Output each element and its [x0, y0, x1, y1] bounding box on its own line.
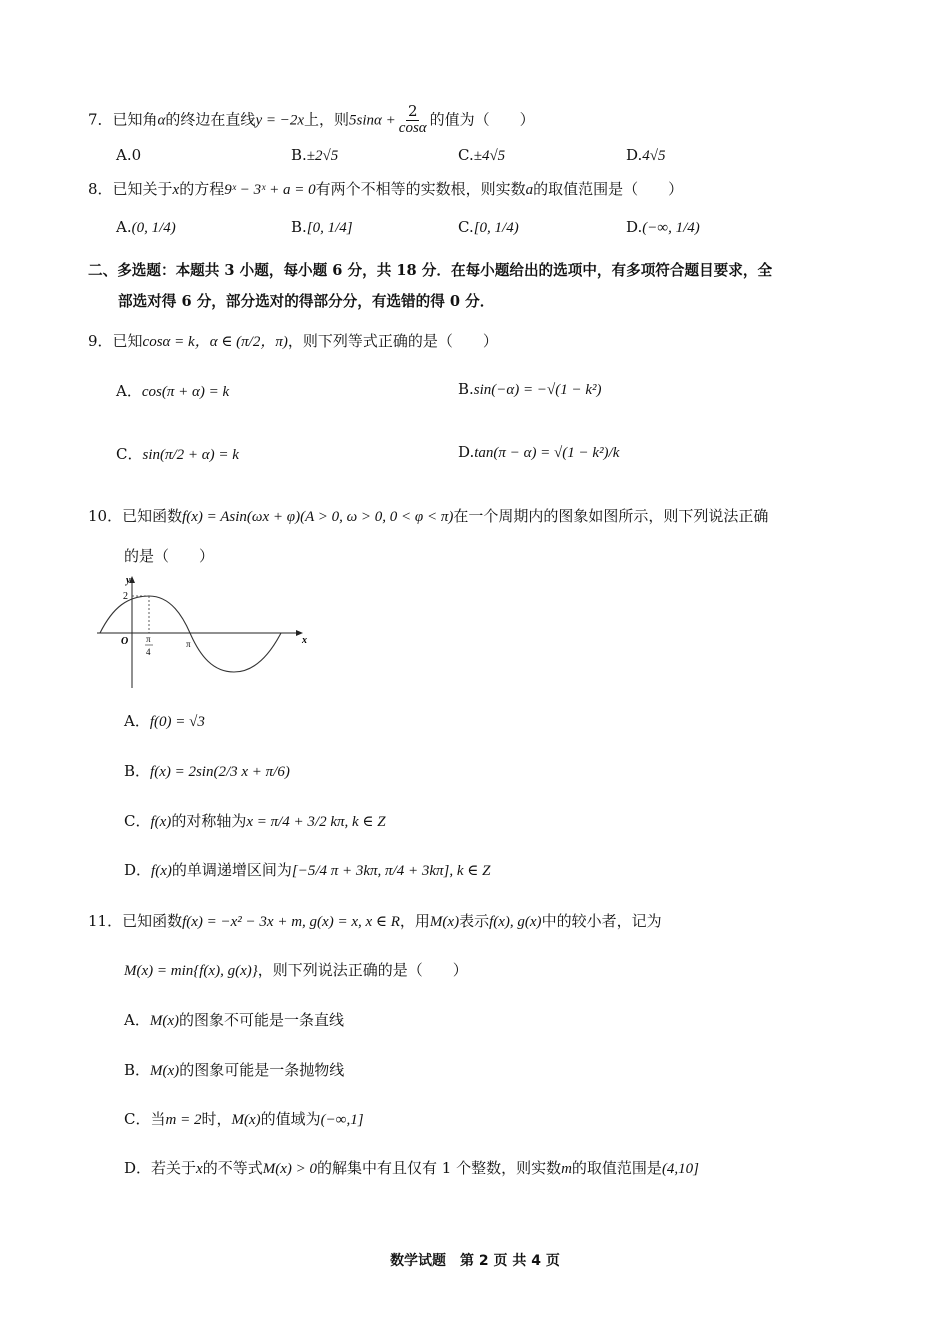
- q11-option-d: D．若关于x的不等式M(x) > 0的解集中有且仅有 1 个整数，则实数m的取值范围是(4,10]: [124, 1159, 700, 1177]
- q10-option-c: C．f(x)的对称轴为x = π/4 + 3/2 kπ, k ∈ Z: [124, 812, 386, 830]
- q7-option-d: D.4√5: [626, 146, 666, 164]
- q10-option-b: B．f(x) = 2sin(2/3 x + π/6): [124, 762, 290, 780]
- y-tick-label: 2: [123, 591, 128, 602]
- q9-stem: 9．已知cosα = k，α ∈ (π/2，π)，则下列等式正确的是（ ）: [88, 332, 498, 350]
- q11-stem-cont: M(x) = min{f(x), g(x)}，则下列说法正确的是（ ）: [124, 961, 468, 979]
- q7-option-a: A.0: [116, 146, 142, 164]
- q11-option-c: C．当m = 2时，M(x)的值域为(−∞,1]: [124, 1110, 364, 1128]
- q8-option-c: C.[0, 1/4): [458, 218, 519, 236]
- sine-curve: [100, 596, 281, 672]
- q11-stem: 11．已知函数f(x) = −x² − 3x + m, g(x) = x, x ∈ R，用M(x)表示f(x), g(x)中的较小者，记为: [88, 912, 662, 930]
- x-tick1-den: 4: [146, 647, 151, 657]
- x-tick1-num: π: [146, 634, 151, 644]
- q10-stem-cont: 的是（ ）: [124, 547, 215, 565]
- y-axis-label: y: [126, 575, 131, 586]
- q9-option-d: D.tan(π − α) = √(1 − k²)/k: [458, 443, 620, 461]
- q7-option-b: B.±2√5: [291, 146, 339, 164]
- section2-heading-line1: 二、多选题：本题共 3 小题，每小题 6 分，共 18 分．在每小题给出的选项中，有多项符合题目要求，全: [88, 262, 773, 279]
- section2-heading-line2: 部选对得 6 分，部分选对的得部分分，有选错的得 0 分．: [118, 293, 495, 310]
- q7-option-c: C.±4√5: [458, 146, 506, 164]
- q9-option-a: A．cos(π + α) = k: [116, 382, 230, 400]
- q11-option-a: A．M(x)的图象不可能是一条直线: [124, 1011, 345, 1029]
- q8-option-b: B.[0, 1/4]: [291, 218, 353, 236]
- q9-option-c: C．sin(π/2 + α) = k: [116, 445, 239, 463]
- q9-option-b: B.sin(−α) = −√(1 − k²): [458, 380, 602, 398]
- q10-option-a: A．f(0) = √3: [124, 712, 205, 730]
- q10-sine-graph: [95, 572, 310, 690]
- origin-label: O: [121, 636, 129, 647]
- q11-option-b: B．M(x)的图象可能是一条抛物线: [124, 1061, 345, 1079]
- q8-option-d: D.(−∞, 1/4): [626, 218, 700, 236]
- q8-option-a: A.(0, 1/4): [116, 218, 176, 236]
- q7-stem: 7．已知角α的终边在直线y = −2x上，则5sinα + $\frac{2}{\cos\alpha}$ 的值为（ ）: [88, 102, 535, 136]
- x-tick2-label: π: [186, 639, 191, 649]
- q10-stem: 10．已知函数f(x) = Asin(ωx + φ)(A > 0, ω > 0, 0 < φ < π)在一个周期内的图象如图所示，则下列说法正确: [88, 507, 769, 525]
- q10-option-d: D．f(x)的单调递增区间为[−5/4 π + 3kπ, π/4 + 3kπ], k ∈ Z: [124, 861, 491, 879]
- page-footer: 数学试题 第 2 页 共 4 页: [390, 1253, 560, 1269]
- x-axis-label: x: [302, 635, 307, 646]
- q8-stem: 8．已知关于x的方程9ˣ − 3ˣ + a = 0有两个不相等的实数根，则实数a的取值范围是（ ）: [88, 180, 684, 198]
